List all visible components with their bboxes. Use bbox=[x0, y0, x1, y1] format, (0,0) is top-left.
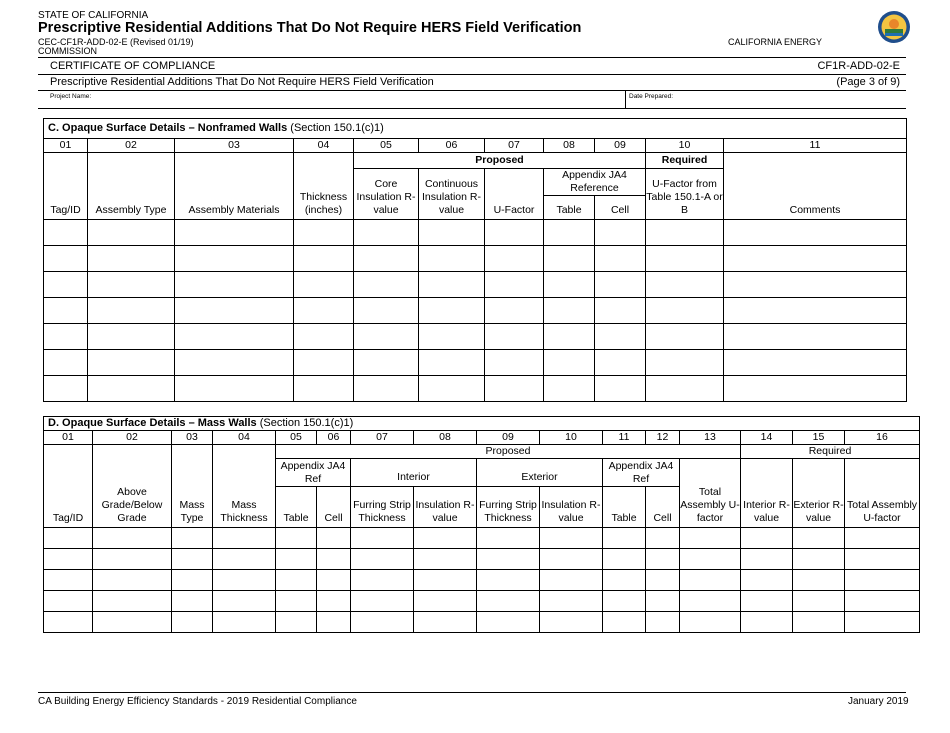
data-cell[interactable] bbox=[419, 272, 485, 298]
c-header-comments: Comments bbox=[724, 153, 907, 220]
data-cell[interactable] bbox=[172, 549, 213, 570]
c-group-required: Required bbox=[646, 153, 724, 169]
footer-standards: CA Building Energy Efficiency Standards - 2019 Residential Compliance bbox=[38, 696, 357, 707]
c-header-assembly-type: Assembly Type bbox=[88, 153, 175, 220]
d-col-number: 10 bbox=[540, 431, 603, 445]
data-cell[interactable] bbox=[741, 570, 793, 591]
data-cell[interactable] bbox=[351, 528, 414, 549]
data-cell[interactable] bbox=[544, 272, 595, 298]
data-cell[interactable] bbox=[276, 528, 317, 549]
data-cell[interactable] bbox=[175, 220, 294, 246]
data-cell[interactable] bbox=[595, 350, 646, 376]
d-header-table-2: Table bbox=[603, 487, 646, 528]
data-cell[interactable] bbox=[88, 298, 175, 324]
data-cell[interactable] bbox=[419, 220, 485, 246]
data-cell[interactable] bbox=[354, 324, 419, 350]
table-row bbox=[44, 528, 920, 549]
data-cell[interactable] bbox=[793, 612, 845, 633]
c-col-number: 06 bbox=[419, 139, 485, 153]
data-cell[interactable] bbox=[419, 376, 485, 402]
data-cell[interactable] bbox=[724, 298, 907, 324]
data-cell[interactable] bbox=[93, 591, 172, 612]
data-cell[interactable] bbox=[646, 298, 724, 324]
table-row bbox=[44, 324, 907, 350]
data-cell[interactable] bbox=[680, 612, 741, 633]
data-cell[interactable] bbox=[595, 220, 646, 246]
data-cell[interactable] bbox=[741, 612, 793, 633]
data-cell[interactable] bbox=[477, 591, 540, 612]
data-cell[interactable] bbox=[354, 376, 419, 402]
d-col-number: 03 bbox=[172, 431, 213, 445]
data-cell[interactable] bbox=[544, 376, 595, 402]
data-cell[interactable] bbox=[485, 350, 544, 376]
d-group-required: Required bbox=[741, 445, 920, 459]
data-cell[interactable] bbox=[88, 272, 175, 298]
data-cell[interactable] bbox=[351, 549, 414, 570]
data-cell[interactable] bbox=[724, 246, 907, 272]
data-cell[interactable] bbox=[44, 272, 88, 298]
data-cell[interactable] bbox=[419, 298, 485, 324]
c-col-number: 05 bbox=[354, 139, 419, 153]
d-header-table: Table bbox=[276, 487, 317, 528]
table-row bbox=[44, 591, 920, 612]
d-col-number: 12 bbox=[646, 431, 680, 445]
data-cell[interactable] bbox=[544, 324, 595, 350]
d-header-furring-int: Furring Strip Thickness bbox=[351, 487, 414, 528]
c-col-number: 08 bbox=[544, 139, 595, 153]
data-cell[interactable] bbox=[793, 591, 845, 612]
data-cell[interactable] bbox=[414, 528, 477, 549]
data-cell[interactable] bbox=[276, 570, 317, 591]
c-header-assembly-materials: Assembly Materials bbox=[175, 153, 294, 220]
data-cell[interactable] bbox=[354, 298, 419, 324]
state-label: STATE OF CALIFORNIA bbox=[38, 10, 149, 21]
c-header-table: Table bbox=[544, 196, 595, 220]
data-cell[interactable] bbox=[477, 612, 540, 633]
data-cell[interactable] bbox=[845, 528, 920, 549]
data-cell[interactable] bbox=[213, 612, 276, 633]
data-cell[interactable] bbox=[414, 570, 477, 591]
data-cell[interactable] bbox=[213, 528, 276, 549]
table-row bbox=[44, 376, 907, 402]
form-title: Prescriptive Residential Additions That Do Not Require HERS Field Verification bbox=[38, 20, 582, 36]
d-col-number: 16 bbox=[845, 431, 920, 445]
d-header-exterior: Exterior bbox=[477, 459, 603, 487]
data-cell[interactable] bbox=[354, 246, 419, 272]
d-group-proposed: Proposed bbox=[276, 445, 741, 459]
data-cell[interactable] bbox=[414, 549, 477, 570]
c-col-number: 03 bbox=[175, 139, 294, 153]
data-cell[interactable] bbox=[477, 528, 540, 549]
data-cell[interactable] bbox=[294, 324, 354, 350]
data-cell[interactable] bbox=[680, 591, 741, 612]
c-col-number: 01 bbox=[44, 139, 88, 153]
data-cell[interactable] bbox=[646, 612, 680, 633]
d-header-cell-2: Cell bbox=[646, 487, 680, 528]
data-cell[interactable] bbox=[294, 376, 354, 402]
table-row bbox=[44, 549, 920, 570]
data-cell[interactable] bbox=[44, 570, 93, 591]
data-cell[interactable] bbox=[680, 570, 741, 591]
date-prepared-field[interactable]: Date Prepared: bbox=[629, 93, 674, 100]
data-cell[interactable] bbox=[93, 528, 172, 549]
data-cell[interactable] bbox=[603, 549, 646, 570]
data-cell[interactable] bbox=[419, 246, 485, 272]
data-cell[interactable] bbox=[603, 528, 646, 549]
d-col-number: 08 bbox=[414, 431, 477, 445]
data-cell[interactable] bbox=[544, 220, 595, 246]
d-col-number: 14 bbox=[741, 431, 793, 445]
data-cell[interactable] bbox=[414, 591, 477, 612]
certificate-subtitle: Prescriptive Residential Additions That Do Not Require HERS Field Verification bbox=[50, 76, 434, 88]
table-row bbox=[44, 570, 920, 591]
d-header-cell: Cell bbox=[317, 487, 351, 528]
commission-seal-icon bbox=[877, 10, 911, 44]
c-header-thickness: Thickness (inches) bbox=[294, 153, 354, 220]
data-cell[interactable] bbox=[351, 570, 414, 591]
data-cell[interactable] bbox=[351, 591, 414, 612]
data-cell[interactable] bbox=[354, 272, 419, 298]
c-col-number: 02 bbox=[88, 139, 175, 153]
d-header-exterior-r: Exterior R-value bbox=[793, 459, 845, 528]
table-row bbox=[44, 246, 907, 272]
data-cell[interactable] bbox=[724, 350, 907, 376]
data-cell[interactable] bbox=[294, 246, 354, 272]
data-cell[interactable] bbox=[485, 298, 544, 324]
c-header-tag: Tag/ID bbox=[44, 153, 88, 220]
data-cell[interactable] bbox=[485, 220, 544, 246]
section-c-table bbox=[43, 118, 907, 402]
c-col-number: 09 bbox=[595, 139, 646, 153]
project-name-field[interactable]: Project Name: bbox=[50, 93, 92, 100]
data-cell[interactable] bbox=[88, 350, 175, 376]
d-col-number: 02 bbox=[93, 431, 172, 445]
data-cell[interactable] bbox=[646, 528, 680, 549]
data-cell[interactable] bbox=[793, 570, 845, 591]
data-cell[interactable] bbox=[93, 549, 172, 570]
c-header-ufactor-from: U-Factor from Table 150.1-A or B bbox=[646, 169, 724, 220]
data-cell[interactable] bbox=[646, 272, 724, 298]
d-header-insul-int: Insulation R-value bbox=[414, 487, 477, 528]
d-col-number: 15 bbox=[793, 431, 845, 445]
data-cell[interactable] bbox=[646, 220, 724, 246]
data-cell[interactable] bbox=[540, 528, 603, 549]
data-cell[interactable] bbox=[175, 350, 294, 376]
c-header-appendix: Appendix JA4 Reference bbox=[544, 169, 646, 196]
data-cell[interactable] bbox=[793, 528, 845, 549]
c-header-cell: Cell bbox=[595, 196, 646, 220]
table-row bbox=[44, 298, 907, 324]
agency-commission: COMMISSION bbox=[38, 46, 98, 56]
data-cell[interactable] bbox=[175, 272, 294, 298]
data-cell[interactable] bbox=[845, 591, 920, 612]
data-cell[interactable] bbox=[595, 272, 646, 298]
data-cell[interactable] bbox=[603, 570, 646, 591]
data-cell[interactable] bbox=[294, 298, 354, 324]
data-cell[interactable] bbox=[477, 549, 540, 570]
agency-california-energy: CALIFORNIA ENERGY bbox=[728, 37, 823, 47]
data-cell[interactable] bbox=[485, 246, 544, 272]
data-cell[interactable] bbox=[317, 528, 351, 549]
data-cell[interactable] bbox=[477, 570, 540, 591]
data-cell[interactable] bbox=[351, 612, 414, 633]
data-cell[interactable] bbox=[845, 549, 920, 570]
data-cell[interactable] bbox=[175, 324, 294, 350]
d-col-number: 09 bbox=[477, 431, 540, 445]
data-cell[interactable] bbox=[172, 591, 213, 612]
c-col-number: 04 bbox=[294, 139, 354, 153]
data-cell[interactable] bbox=[44, 591, 93, 612]
data-cell[interactable] bbox=[646, 376, 724, 402]
data-cell[interactable] bbox=[276, 549, 317, 570]
data-cell[interactable] bbox=[724, 220, 907, 246]
data-cell[interactable] bbox=[646, 246, 724, 272]
c-header-continuous: Continuous Insulation R-value bbox=[419, 169, 485, 220]
certificate-code: CF1R-ADD-02-E bbox=[817, 60, 900, 72]
data-cell[interactable] bbox=[317, 612, 351, 633]
data-cell[interactable] bbox=[44, 376, 88, 402]
data-cell[interactable] bbox=[540, 612, 603, 633]
d-header-interior-r: Interior R-value bbox=[741, 459, 793, 528]
data-cell[interactable] bbox=[294, 220, 354, 246]
data-cell[interactable] bbox=[845, 570, 920, 591]
data-cell[interactable] bbox=[354, 350, 419, 376]
section-c-title: C. Opaque Surface Details – Nonframed Walls (Section 150.1(c)1) bbox=[44, 119, 907, 139]
d-header-interior: Interior bbox=[351, 459, 477, 487]
page-number: (Page 3 of 9) bbox=[836, 76, 900, 88]
data-cell[interactable] bbox=[680, 528, 741, 549]
footer-date: January 2019 bbox=[848, 696, 909, 707]
data-cell[interactable] bbox=[213, 591, 276, 612]
d-col-number: 05 bbox=[276, 431, 317, 445]
data-cell[interactable] bbox=[294, 272, 354, 298]
data-cell[interactable] bbox=[213, 570, 276, 591]
data-cell[interactable] bbox=[175, 246, 294, 272]
data-cell[interactable] bbox=[44, 324, 88, 350]
data-cell[interactable] bbox=[603, 612, 646, 633]
data-cell[interactable] bbox=[44, 549, 93, 570]
data-cell[interactable] bbox=[175, 376, 294, 402]
data-cell[interactable] bbox=[354, 220, 419, 246]
d-header-total-ufactor: Total Assembly U-factor bbox=[680, 459, 741, 528]
d-col-number: 11 bbox=[603, 431, 646, 445]
d-header-mass-type: Mass Type bbox=[172, 445, 213, 528]
data-cell[interactable] bbox=[646, 350, 724, 376]
data-cell[interactable] bbox=[44, 612, 93, 633]
c-group-proposed: Proposed bbox=[354, 153, 646, 169]
data-cell[interactable] bbox=[88, 376, 175, 402]
data-cell[interactable] bbox=[680, 549, 741, 570]
data-cell[interactable] bbox=[646, 549, 680, 570]
certificate-label: CERTIFICATE OF COMPLIANCE bbox=[50, 60, 216, 72]
d-header-total-ufactor-req: Total Assembly U-factor bbox=[845, 459, 920, 528]
data-cell[interactable] bbox=[646, 570, 680, 591]
data-cell[interactable] bbox=[44, 220, 88, 246]
table-row bbox=[44, 612, 920, 633]
data-cell[interactable] bbox=[595, 246, 646, 272]
c-col-number: 07 bbox=[485, 139, 544, 153]
data-cell[interactable] bbox=[485, 272, 544, 298]
data-cell[interactable] bbox=[88, 324, 175, 350]
c-col-number: 11 bbox=[724, 139, 907, 153]
data-cell[interactable] bbox=[172, 528, 213, 549]
data-cell[interactable] bbox=[741, 549, 793, 570]
d-col-number: 13 bbox=[680, 431, 741, 445]
data-cell[interactable] bbox=[276, 591, 317, 612]
data-cell[interactable] bbox=[741, 528, 793, 549]
data-cell[interactable] bbox=[213, 549, 276, 570]
data-cell[interactable] bbox=[793, 549, 845, 570]
data-cell[interactable] bbox=[646, 591, 680, 612]
data-cell[interactable] bbox=[595, 298, 646, 324]
data-cell[interactable] bbox=[646, 324, 724, 350]
d-header-appendix-2: Appendix JA4 Ref bbox=[603, 459, 680, 487]
data-cell[interactable] bbox=[724, 272, 907, 298]
data-cell[interactable] bbox=[419, 324, 485, 350]
data-cell[interactable] bbox=[544, 246, 595, 272]
data-cell[interactable] bbox=[172, 612, 213, 633]
data-cell[interactable] bbox=[724, 376, 907, 402]
data-cell[interactable] bbox=[175, 298, 294, 324]
data-cell[interactable] bbox=[172, 570, 213, 591]
d-col-number: 01 bbox=[44, 431, 93, 445]
data-cell[interactable] bbox=[544, 350, 595, 376]
c-header-ufactor: U-Factor bbox=[485, 169, 544, 220]
table-row bbox=[44, 350, 907, 376]
table-row bbox=[44, 220, 907, 246]
data-cell[interactable] bbox=[44, 528, 93, 549]
data-cell[interactable] bbox=[603, 591, 646, 612]
d-header-mass-thickness: Mass Thickness bbox=[213, 445, 276, 528]
certificate-block bbox=[38, 57, 906, 109]
d-header-insul-ext: Insulation R-value bbox=[540, 487, 603, 528]
data-cell[interactable] bbox=[88, 220, 175, 246]
data-cell[interactable] bbox=[741, 591, 793, 612]
d-header-appendix-1: Appendix JA4 Ref bbox=[276, 459, 351, 487]
c-header-core: Core Insulation R-value bbox=[354, 169, 419, 220]
c-col-number: 10 bbox=[646, 139, 724, 153]
data-cell[interactable] bbox=[485, 376, 544, 402]
data-cell[interactable] bbox=[44, 350, 88, 376]
d-header-above-below: Above Grade/Below Grade bbox=[93, 445, 172, 528]
data-cell[interactable] bbox=[419, 350, 485, 376]
data-cell[interactable] bbox=[485, 324, 544, 350]
section-d-title: D. Opaque Surface Details – Mass Walls (Section 150.1(c)1) bbox=[44, 417, 920, 431]
data-cell[interactable] bbox=[276, 612, 317, 633]
data-cell[interactable] bbox=[544, 298, 595, 324]
data-cell[interactable] bbox=[88, 246, 175, 272]
data-cell[interactable] bbox=[93, 570, 172, 591]
data-cell[interactable] bbox=[595, 324, 646, 350]
data-cell[interactable] bbox=[724, 324, 907, 350]
d-col-number: 04 bbox=[213, 431, 276, 445]
d-col-number: 06 bbox=[317, 431, 351, 445]
data-cell[interactable] bbox=[44, 298, 88, 324]
d-header-tag: Tag/ID bbox=[44, 445, 93, 528]
d-col-number: 07 bbox=[351, 431, 414, 445]
d-header-furring-ext: Furring Strip Thickness bbox=[477, 487, 540, 528]
data-cell[interactable] bbox=[595, 376, 646, 402]
data-cell[interactable] bbox=[414, 612, 477, 633]
data-cell[interactable] bbox=[93, 612, 172, 633]
data-cell[interactable] bbox=[317, 591, 351, 612]
table-row bbox=[44, 272, 907, 298]
data-cell[interactable] bbox=[294, 350, 354, 376]
data-cell[interactable] bbox=[317, 549, 351, 570]
data-cell[interactable] bbox=[845, 612, 920, 633]
data-cell[interactable] bbox=[540, 570, 603, 591]
data-cell[interactable] bbox=[44, 246, 88, 272]
form-number: CEC-CF1R-ADD-02-E (Revised 01/19) bbox=[38, 37, 194, 47]
data-cell[interactable] bbox=[540, 549, 603, 570]
section-d-table bbox=[43, 416, 920, 633]
data-cell[interactable] bbox=[540, 591, 603, 612]
data-cell[interactable] bbox=[317, 570, 351, 591]
